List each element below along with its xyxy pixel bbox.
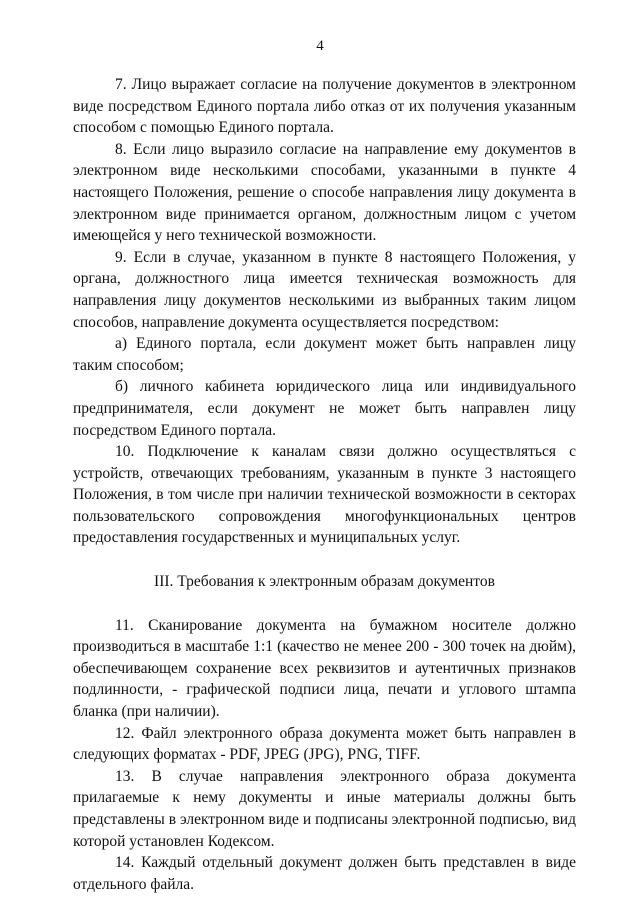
document-body [73,74,576,895]
paragraph-9: 9. Если в случае, указанном в пункте 8 настоящего Положения, у органа, должностного лица имеется техническая возможность для направления лицу документов несколькими из выбранных таким лицом способов, направление документа осуществляется посредством: [73,248,576,331]
paragraph-9b: б) личного кабинета юридического лица или индивидуального предпринимателя, если документ не может быть направлен лицу посредством Единого портала. [73,378,576,439]
paragraph-11: 11. Сканирование документа на бумажном носителе должно производиться в масштабе 1:1 (качество не менее 200 - 300 точек на дюйм), обеспечивающем сохранение всех реквизитов и аутентичных признаков подлинности, - графической подписи лица, печати и углового штампа бланка (при наличии). [73,616,576,721]
section-heading: III. Требования к электронным образам документов [154,573,495,591]
paragraph-9a: а) Единого портала, если документ может быть направлен лицу таким способом; [73,335,576,374]
paragraph-10: 10. Подключение к каналам связи должно осуществляться с устройств, отвечающих требованиям, указанным в пункте 3 настоящего Положения, в том числе при наличии технической возможности в секторах пользовательского сопровождения многофункциональных центров предоставления государственных и муниципальных услуг. [73,443,576,547]
paragraph-8: 8. Если лицо выразило согласие на направление ему документов в электронном виде несколькими способами, указанными в пункте 4 настоящего Положения, решение о способе направления лицу документа в электронном виде принимается органом, должностным лицом с учетом имеющейся у него технической возможности. [73,140,576,245]
paragraph-14: 14. Каждый отдельный документ должен быть представлен в виде отдельного файла. [73,854,576,893]
paragraph-7: 7. Лицо выражает согласие на получение документов в электронном виде посредством Единого портала либо отказ от их получения указанным способом с помощью Единого портала. [73,76,576,137]
paragraph-12: 12. Файл электронного образа документа может быть направлен в следующих форматах - PDF, JPEG (JPG), PNG, TIFF. [73,724,576,764]
paragraph-13: 13. В случае направления электронного образа документа прилагаемые к нему документы и иные материалы должны быть представлены в электронном виде и подписаны электронной подписью, вид которой установлен Кодексом. [73,767,576,850]
page-number: 4 [316,38,324,54]
